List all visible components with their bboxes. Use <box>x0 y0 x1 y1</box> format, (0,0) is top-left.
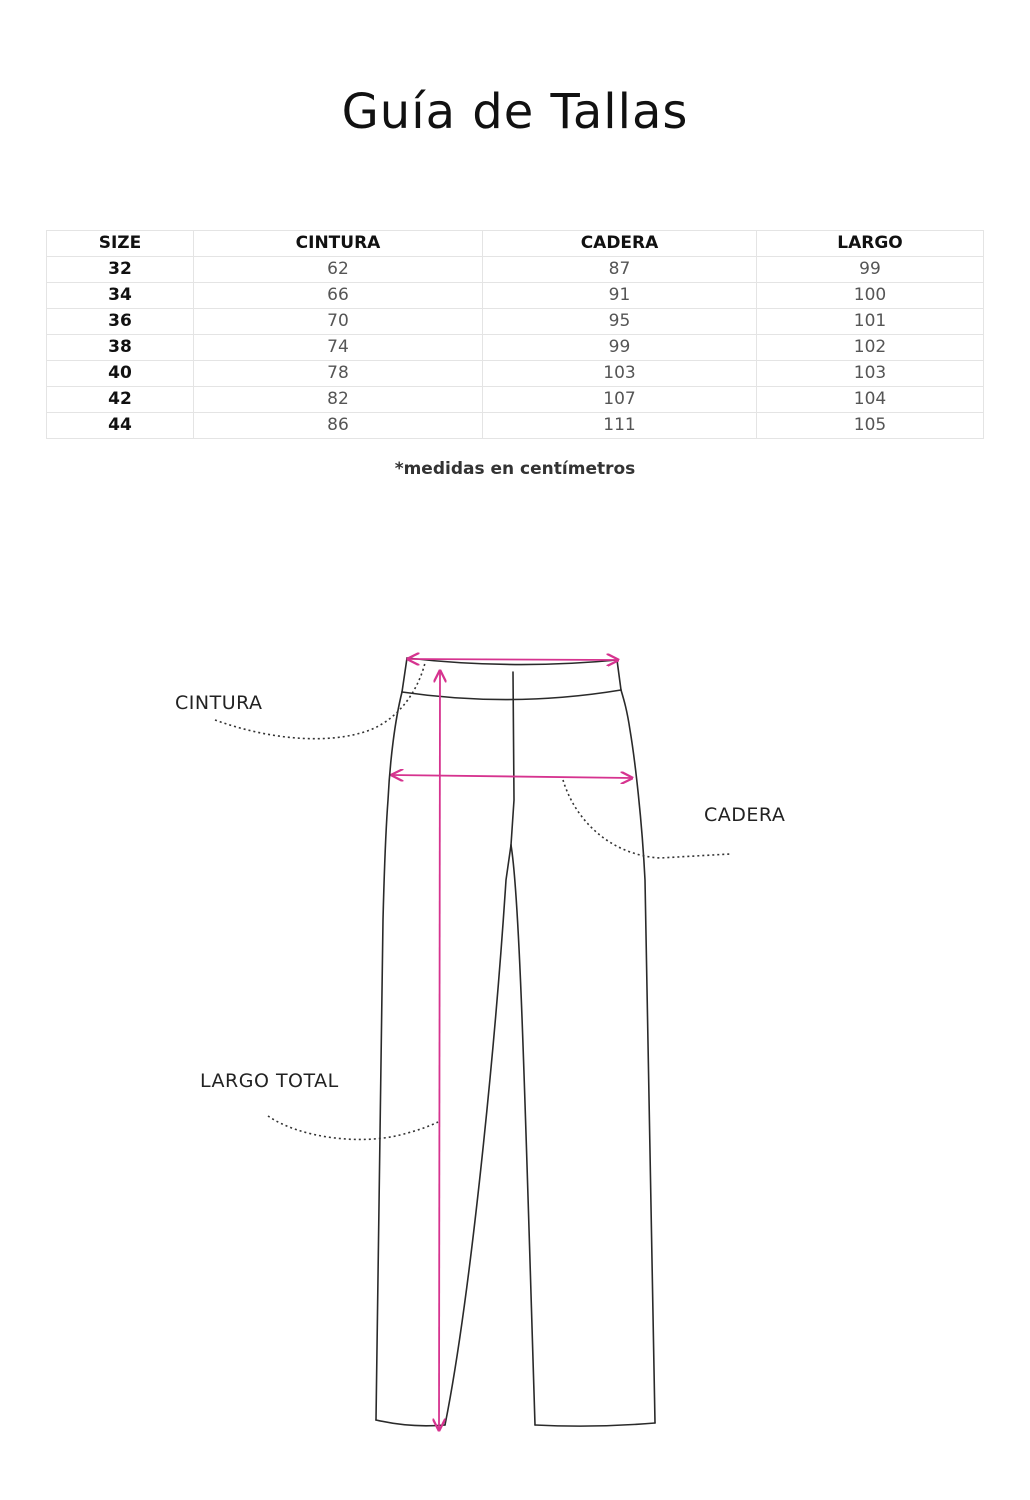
cell-largo: 101 <box>757 309 984 335</box>
cell-cintura: 74 <box>194 335 483 361</box>
cell-size: 32 <box>47 257 194 283</box>
leader-lines <box>215 663 730 1139</box>
cell-cadera: 91 <box>483 283 757 309</box>
cell-largo: 100 <box>757 283 984 309</box>
cell-cadera: 99 <box>483 335 757 361</box>
waist-measure-arrow <box>408 659 618 660</box>
largo-leader <box>268 1116 438 1139</box>
cell-size: 42 <box>47 387 194 413</box>
waistband-top <box>407 658 617 665</box>
header-cintura: CINTURA <box>194 231 483 257</box>
cell-size: 34 <box>47 283 194 309</box>
cell-largo: 103 <box>757 361 984 387</box>
cell-cadera: 111 <box>483 413 757 439</box>
units-note: *medidas en centímetros <box>394 459 636 479</box>
left-inner-seam <box>445 845 511 1425</box>
cell-size: 38 <box>47 335 194 361</box>
cell-cintura: 86 <box>194 413 483 439</box>
cell-size: 44 <box>47 413 194 439</box>
page-title: Guía de Tallas <box>341 84 689 141</box>
header-cadera: CADERA <box>483 231 757 257</box>
waistband-seam <box>402 690 621 700</box>
table-row <box>47 283 984 309</box>
cell-cadera: 103 <box>483 361 757 387</box>
cell-cadera: 87 <box>483 257 757 283</box>
cell-largo: 99 <box>757 257 984 283</box>
pants-outline <box>376 658 655 1426</box>
table-row <box>47 387 984 413</box>
cell-largo: 105 <box>757 413 984 439</box>
size-table <box>46 230 984 439</box>
cell-cintura: 62 <box>194 257 483 283</box>
cintura-label: CINTURA <box>175 692 263 714</box>
hip-measure-arrow <box>392 775 632 778</box>
cell-size: 36 <box>47 309 194 335</box>
table-row <box>47 257 984 283</box>
cell-cadera: 107 <box>483 387 757 413</box>
cell-cintura: 70 <box>194 309 483 335</box>
center-front-seam <box>511 672 514 845</box>
cell-cintura: 78 <box>194 361 483 387</box>
left-hem <box>376 1420 445 1426</box>
header-size: SIZE <box>47 231 194 257</box>
measurement-lines <box>392 659 632 1430</box>
cell-cintura: 82 <box>194 387 483 413</box>
right-outer-seam <box>621 690 655 1423</box>
table-row <box>47 413 984 439</box>
length-measure-arrow <box>439 671 440 1430</box>
right-inner-seam <box>511 845 535 1425</box>
waistband-right-side <box>617 660 621 690</box>
cell-cintura: 66 <box>194 283 483 309</box>
table-row <box>47 361 984 387</box>
header-largo: LARGO <box>757 231 984 257</box>
left-outer-seam <box>376 692 402 1420</box>
table-row <box>47 309 984 335</box>
cell-cadera: 95 <box>483 309 757 335</box>
cell-largo: 104 <box>757 387 984 413</box>
table-row <box>47 335 984 361</box>
waistband-left-side <box>402 658 407 692</box>
largo-total-label: LARGO TOTAL <box>200 1070 339 1092</box>
cadera-label: CADERA <box>704 804 786 826</box>
cell-size: 40 <box>47 361 194 387</box>
table-header-row <box>47 231 984 257</box>
cell-largo: 102 <box>757 335 984 361</box>
right-hem <box>535 1423 655 1426</box>
